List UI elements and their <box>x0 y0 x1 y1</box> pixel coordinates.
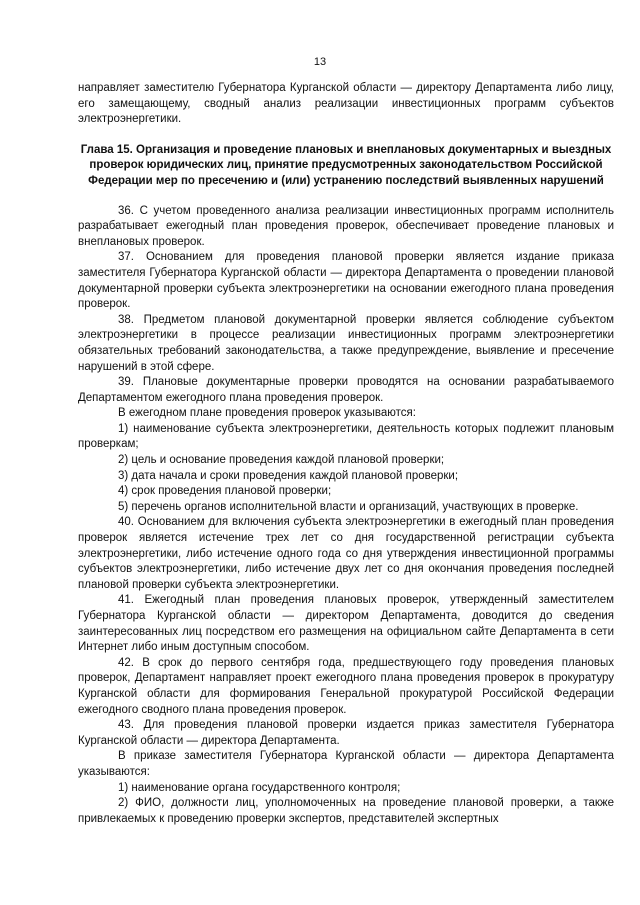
chapter-heading: Глава 15. Организация и проведение плановых и внеплановых документарных и выездных проверок юридических лиц, принятие предусмотренных законодательством Российской Федерации мер по пресечению и (или) устранению последствий выявленных нарушений <box>80 143 612 187</box>
document-body <box>78 81 614 827</box>
plan-item-2: 2) цель и основание проведения каждой плановой проверки; <box>118 454 445 467</box>
paragraph-40: 40. Основанием для включения субъекта электроэнергетики в ежегодный план проведения проверок является истечение трех лет со дня государственной регистрации субъекта электроэнергетики, либо истечение одного года со дня утверждения инвестиционной программы субъектов электроэнергетики, либо истечение двух лет со дня окончания проведения последней плановой проверки субъекта электроэнергетики. <box>78 516 614 591</box>
plan-contents-intro: В ежегодном плане проведения проверок указываются: <box>118 407 416 420</box>
intro-paragraph: направляет заместителю Губернатора Курганской области — директору Департамента либо лицу, его замещающему, сводный анализ реализации инвестиционных программ субъектов электроэнергетики. <box>78 82 614 126</box>
order-contents-intro: В приказе заместителя Губернатора Курганской области — директора Департамента указываются: <box>78 750 614 778</box>
paragraph-36: 36. С учетом проведенного анализа реализации инвестиционных программ исполнитель разрабатывает ежегодный план проведения проверок, обеспечивает проведение плановых и внеплановых проверок. <box>78 204 614 248</box>
plan-item-1: 1) наименование субъекта электроэнергетики, деятельность которых подлежит плановым проверкам; <box>78 422 614 451</box>
plan-item-3: 3) дата начала и сроки проведения каждой плановой проверки; <box>118 469 459 482</box>
paragraph-38: 38. Предметом плановой документарной проверки является соблюдение субъектом электроэнергетики в процессе реализации инвестиционных программ электроэнергетики обязательных требований законодательства, а также предупреждение, выявление и пресечение нарушений в этой сфере. <box>78 313 614 373</box>
plan-item-4: 4) срок проведения плановой проверки; <box>118 485 332 498</box>
order-item-1: 1) наименование органа государственного контроля; <box>118 781 401 794</box>
order-item-2: 2) ФИО, должности лиц, уполномоченных на проведение плановой проверки, а также привлекаемых к проведению проверки экспертов, представителей экспертных <box>78 797 614 825</box>
paragraph-42: 42. В срок до первого сентября года, предшествующего году проведения плановых проверок, Департамент направляет проект ежегодного плана проведения проверок в прокуратуру Курганской области для формирования Генеральной прокуратурой Российской Федерации ежегодного сводного плана проведения проверок. <box>78 656 614 716</box>
paragraph-37: 37. Основанием для проведения плановой проверки является издание приказа заместителя Губернатора Курганской области — директора Департамента о проведении плановой документарной проверки субъекта электроэнергетики на основании ежегодного плана проведения проверок. <box>78 251 614 311</box>
paragraph-39: 39. Плановые документарные проверки проводятся на основании разрабатываемого Департаментом ежегодного плана проведения проверок. <box>78 376 614 404</box>
paragraph-41: 41. Ежегодный план проведения плановых проверок, утвержденный заместителем Губернатора Курганской области — директором Департамента, доводится до сведения заинтересованных лиц посредством его размещения на официальном сайте Департамента в сети Интернет либо иным доступным способом. <box>78 594 614 654</box>
page-number: 13 <box>313 56 327 68</box>
paragraph-43: 43. Для проведения плановой проверки издается приказ заместителя Губернатора Курганской области — директора Департамента. <box>78 719 614 747</box>
plan-item-5: 5) перечень органов исполнительной власти и организаций, участвующих в проверке. <box>118 500 579 513</box>
